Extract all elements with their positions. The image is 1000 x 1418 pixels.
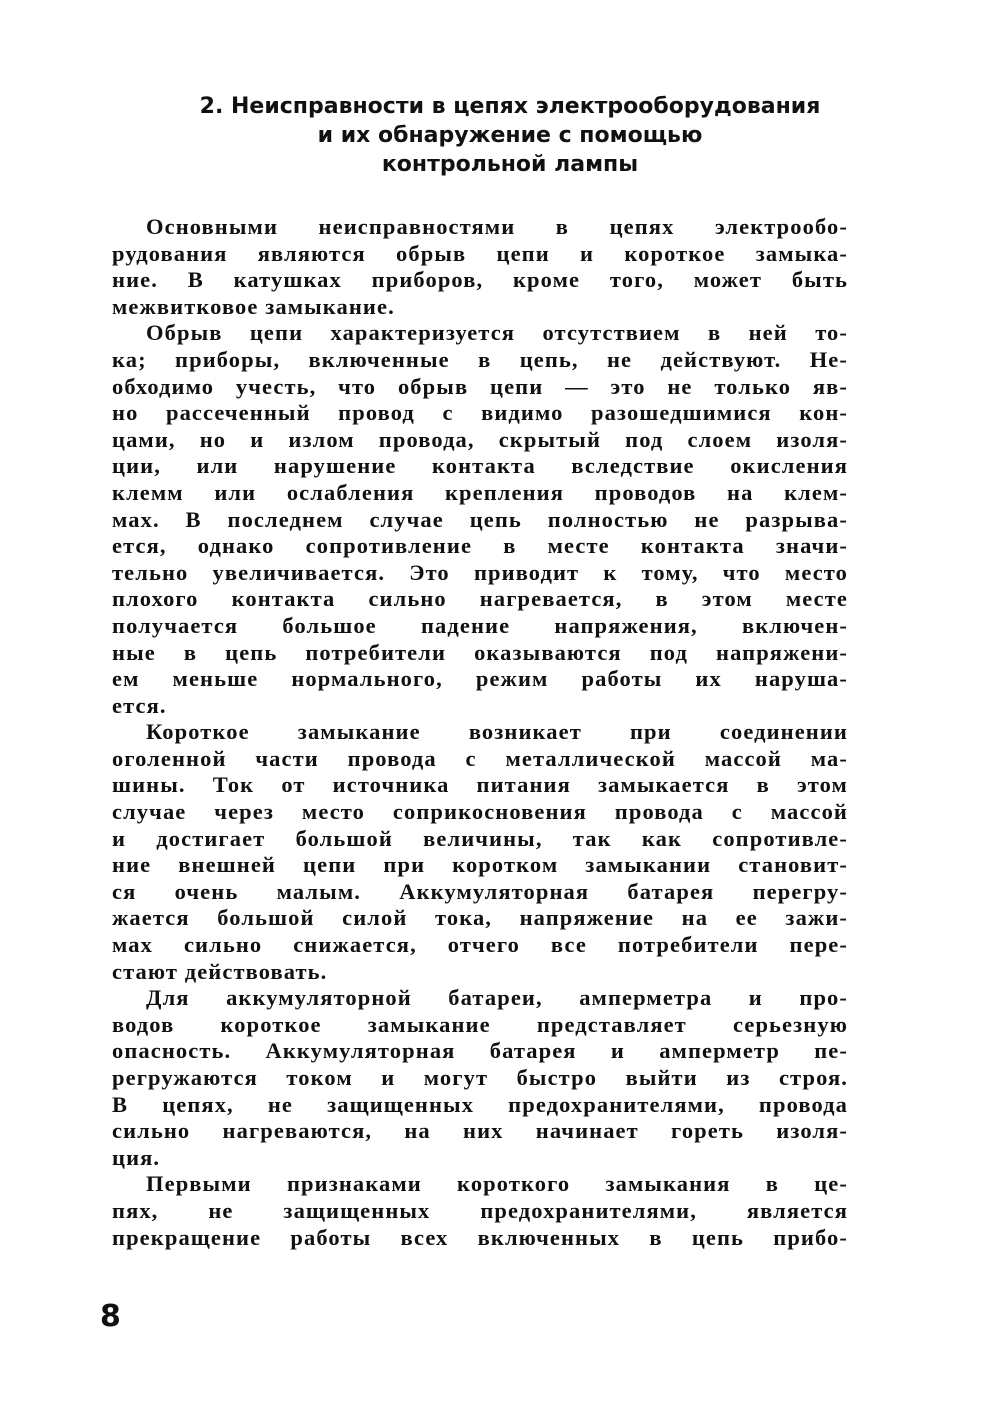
text-line: и достигает большой величины, так как сопротивле- [112,825,848,851]
text-line: ется. [112,692,167,718]
text-line: Первыми признаками короткого замыкания в це- [146,1171,848,1197]
paragraph [112,719,848,985]
text-line: ние внешней цепи при коротком замыкании становит- [112,852,848,878]
text-line: жается большой силой тока, напряжение на ее зажи- [112,905,848,931]
body-text [112,214,848,1251]
text-line: шины. Ток от источника питания замыкается в этом [112,772,848,798]
text-line: получается большое падение напряжения, включен- [112,612,848,638]
text-line: пях, не защищенных предохранителями, является [112,1197,848,1223]
text-line: обходимо учесть, что обрыв цепи — это не только яв- [112,373,848,399]
text-line: Обрыв цепи характеризуется отсутствием в ней то- [146,320,848,346]
text-line: Короткое замыкание возникает при соединении [146,719,848,745]
text-line: ем меньше нормального, режим работы их наруша- [112,666,848,692]
text-line: рудования являются обрыв цепи и короткое замыка- [112,240,848,266]
heading-line: контрольной лампы [381,152,639,177]
text-line: прекращение работы всех включенных в цепь прибо- [112,1224,848,1250]
text-line: Основными неисправностями в цепях электрообо- [146,214,848,239]
paragraph [112,320,848,719]
text-line: но рассеченный провод с видимо разошедшимися кон- [112,400,848,426]
text-line: оголенной части провода с металлической массой ма- [112,745,848,771]
text-line: плохого контакта сильно нагревается, в этом месте [112,586,848,612]
paragraph [112,1171,848,1251]
text-line: ся очень малым. Аккумуляторная батарея перегру- [112,878,848,904]
text-line: ние. В катушках приборов, кроме того, может быть [112,267,848,293]
text-line: регружаются током и могут быстро выйти из строя. [112,1065,848,1090]
text-line: случае через место соприкосновения провода с массой [112,799,848,825]
text-line: Для аккумуляторной батареи, амперметра и про- [146,985,848,1011]
page-number: 8 [100,1299,121,1334]
text-line: В цепях, не защищенных предохранителями, провода [112,1091,848,1117]
text-line: тельно увеличивается. Это приводит к тому, что место [112,559,848,585]
text-line: мах сильно снижается, отчего все потребители пере- [112,932,848,958]
text-line: водов короткое замыкание представляет серьезную [112,1011,848,1037]
paragraph [112,214,848,320]
text-line: ция. [112,1144,161,1170]
text-line: опасность. Аккумуляторная батарея и амперметр пе- [112,1038,848,1064]
text-line: стают действовать. [112,958,328,984]
text-line: ется, однако сопротивление в месте контакта значи- [112,533,848,559]
heading-line: 2. Неисправности в цепях электрооборудования [199,94,821,119]
paragraph [112,985,848,1171]
text-line: сильно нагреваются, на них начинает гореть изоля- [112,1118,848,1144]
text-line: ции, или нарушение контакта вследствие окисления [112,453,848,479]
text-line: межвитковое замыкание. [112,293,395,319]
text-line: мах. В последнем случае цепь полностью не разрыва- [112,506,848,532]
text-line: ка; приборы, включенные в цепь, не действуют. Не- [112,346,848,372]
text-line: клемм или ослабления крепления проводов на клем- [112,479,848,505]
text-line: цами, но и излом провода, скрытый под слоем изоля- [112,426,848,452]
text-line: ные в цепь потребители оказываются под напряжени- [112,639,848,665]
heading-line: и их обнаружение с помощью [317,123,703,148]
section-heading [120,92,900,179]
